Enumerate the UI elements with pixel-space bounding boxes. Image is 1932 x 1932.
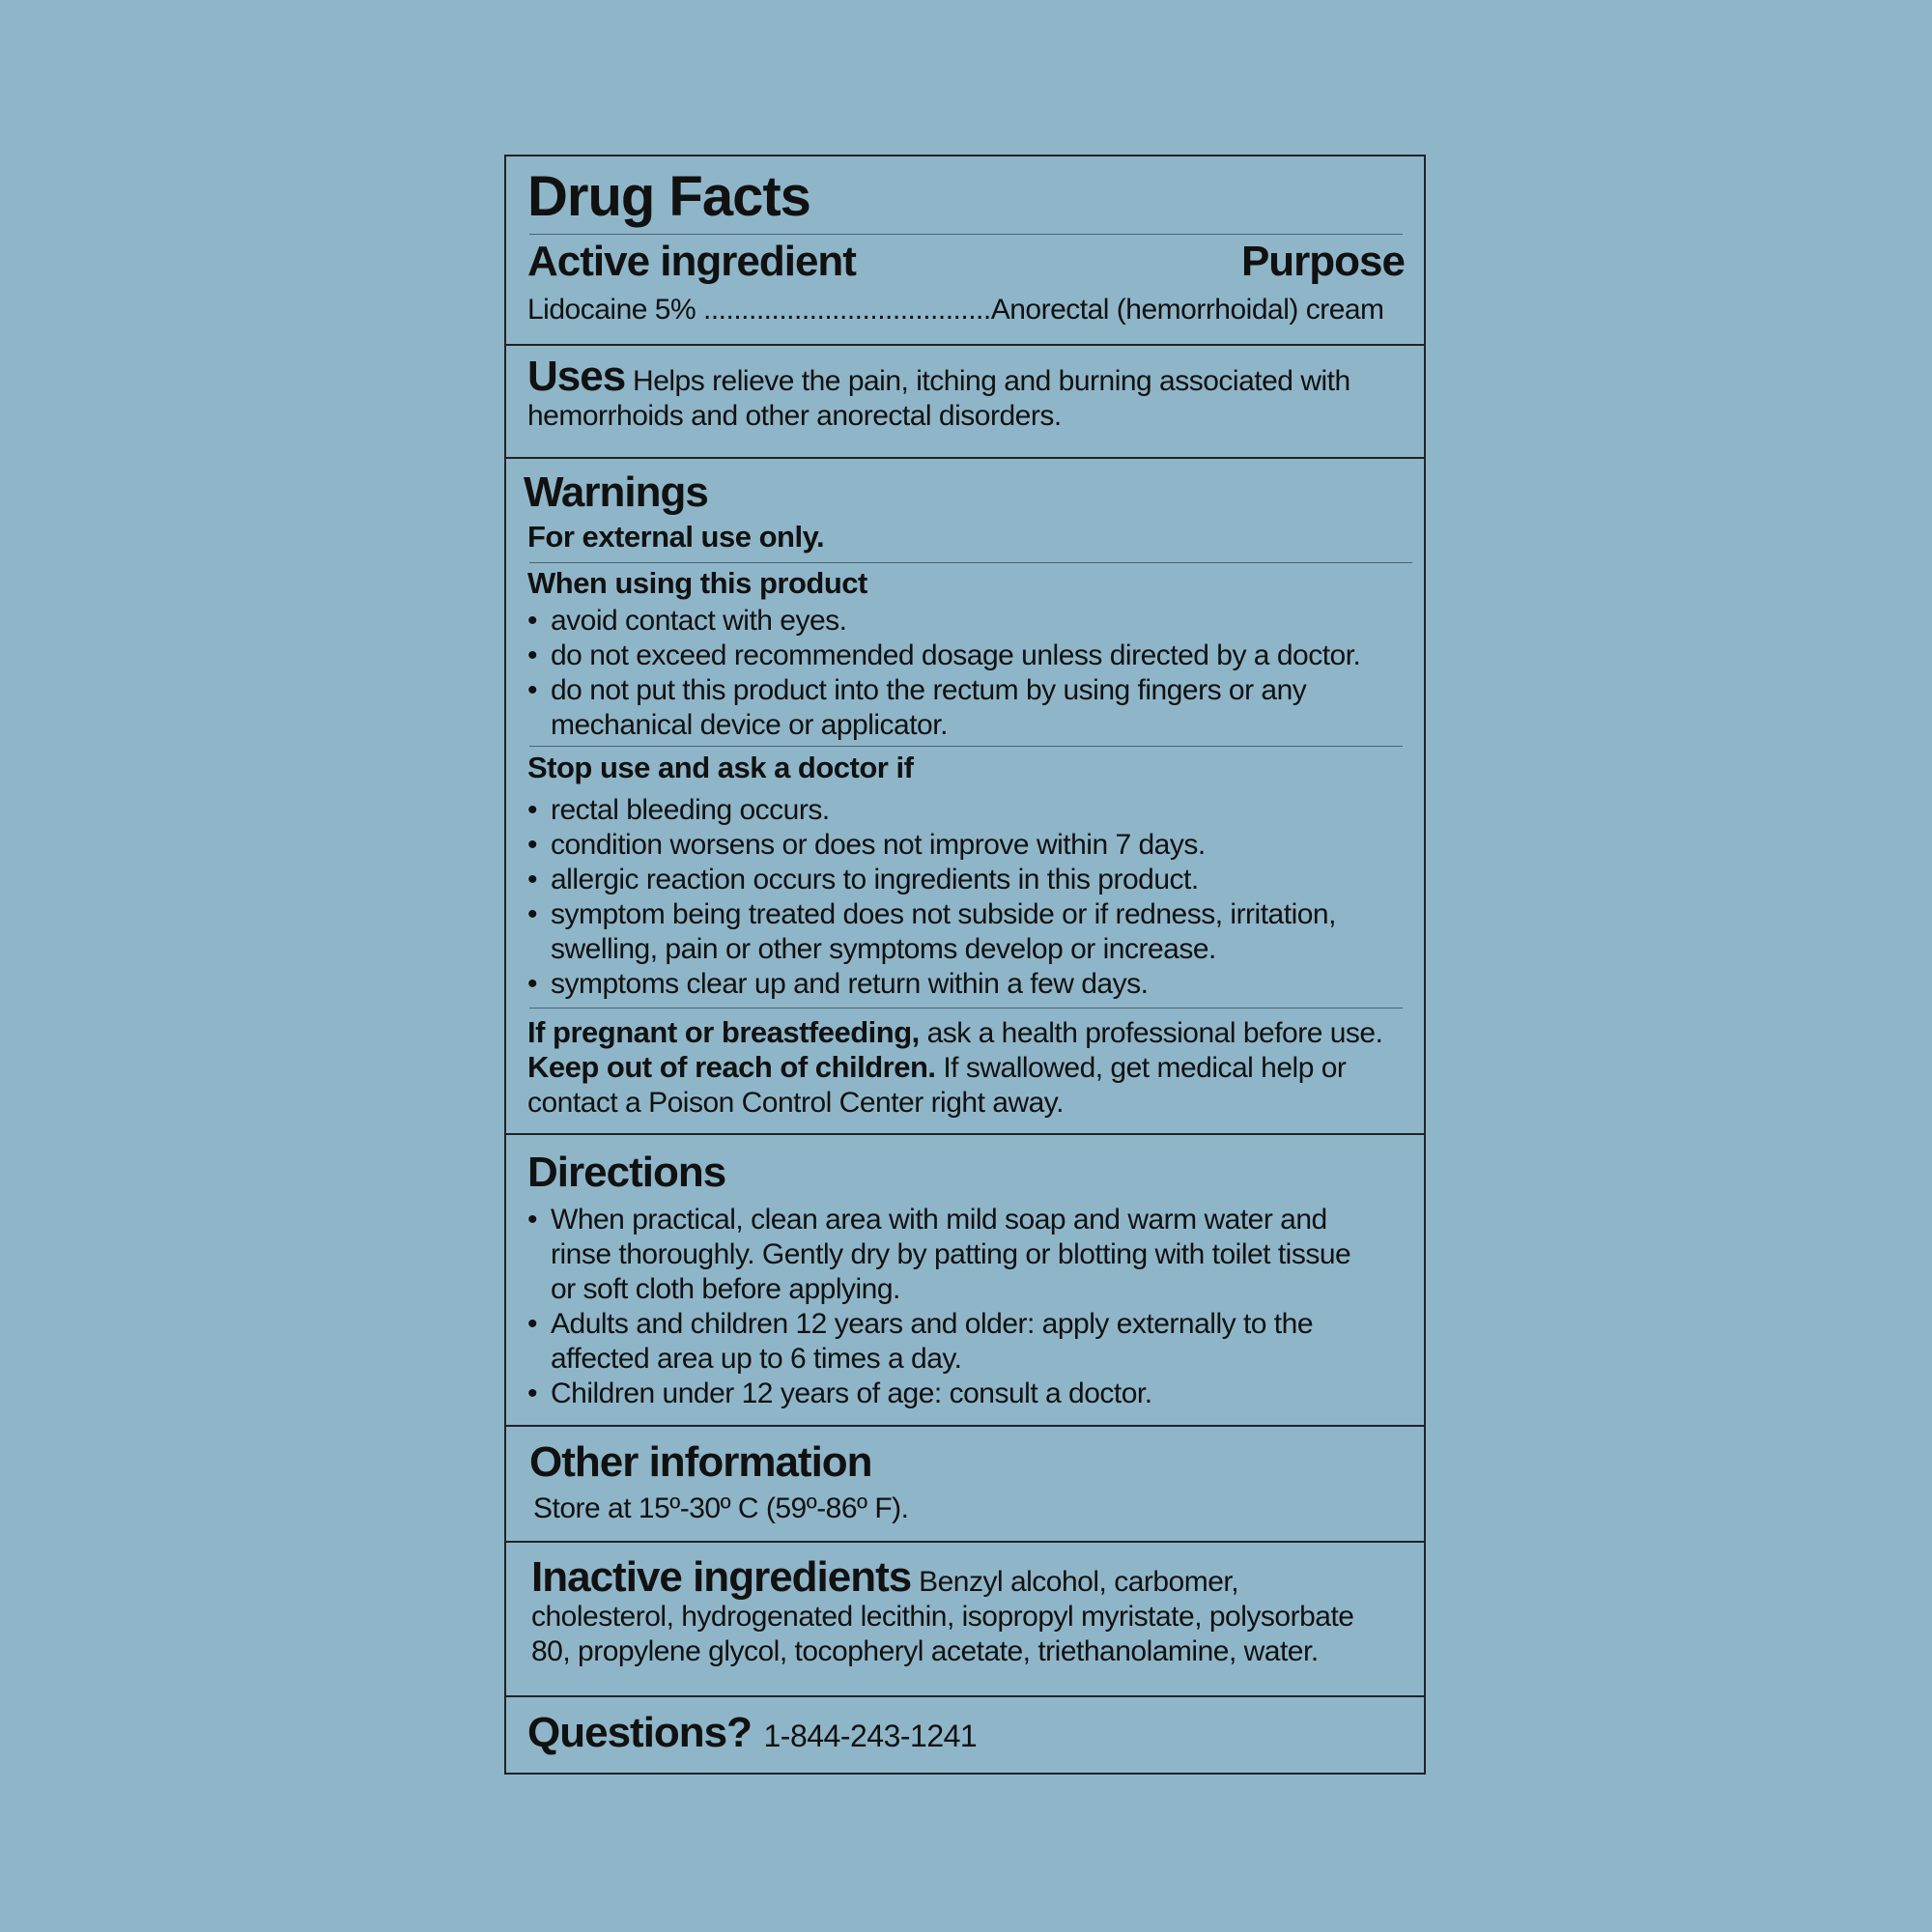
list-item: • allergic reaction occurs to ingredients in this product. [527, 863, 1368, 897]
drug-facts-title: Drug Facts [527, 165, 810, 228]
directions-list [527, 1203, 1378, 1411]
purpose-heading: Purpose [1240, 238, 1405, 285]
active-ingredient-line [527, 294, 1384, 327]
other-information-heading: Other information [529, 1438, 872, 1486]
list-item: • condition worsens or does not improve within 7 days. [527, 828, 1368, 863]
warnings-divider-2 [529, 746, 1403, 747]
questions-phone: 1-844-243-1241 [763, 1719, 978, 1753]
external-use-notice: For external use only. [527, 520, 825, 554]
title-divider [529, 234, 1403, 235]
uses-paragraph [527, 353, 1378, 434]
warnings-divider-1 [529, 562, 1412, 563]
when-using-list [527, 604, 1368, 743]
list-item: • symptom being treated does not subside or if redness, irritation, swelling, pain or other symptoms develop or increase. [527, 897, 1362, 967]
when-using-heading: When using this product [527, 566, 867, 600]
ingredient-name: Lidocaine 5% [527, 294, 696, 326]
directions-section [506, 1135, 1424, 1427]
warnings-heading: Warnings [524, 469, 708, 516]
active-ingredient-section [506, 156, 1424, 346]
other-information-section [506, 1427, 1424, 1543]
children-text: If swallowed, get medical help or contact a Poison Control Center right away. [527, 1052, 1347, 1119]
inactive-ingredients-section [506, 1543, 1424, 1697]
pregnancy-text: ask a health professional before use. [926, 1017, 1383, 1049]
questions-heading: Questions? [527, 1709, 753, 1756]
drug-facts-panel [504, 155, 1426, 1775]
list-item: • do not exceed recommended dosage unless directed by a doctor. [527, 639, 1368, 673]
list-item: • avoid contact with eyes. [527, 604, 1368, 639]
ingredient-leader-dots: ...................................... [702, 294, 991, 326]
pregnancy-warning [527, 1015, 1397, 1051]
directions-heading: Directions [527, 1149, 726, 1196]
inactive-ingredients-paragraph [531, 1553, 1381, 1669]
warnings-section [506, 459, 1424, 1135]
list-item: • rectal bleeding occurs. [527, 793, 1368, 828]
inactive-ingredients-heading: Inactive ingredients [531, 1553, 912, 1601]
pregnancy-bold: If pregnant or breastfeeding, [527, 1015, 920, 1049]
uses-heading: Uses [527, 353, 626, 400]
children-warning [527, 1050, 1397, 1121]
questions-line [527, 1709, 977, 1757]
list-item: • do not put this product into the rectum by using fingers or any mechanical device or applicator. [527, 673, 1343, 743]
uses-text: Helps relieve the pain, itching and burning associated with hemorrhoids and other anorectal disorders. [527, 365, 1350, 432]
warnings-divider-3 [529, 1008, 1403, 1009]
storage-text: Store at 15º-30º C (59º-86º F). [533, 1492, 909, 1524]
active-ingredient-heading: Active ingredient [527, 238, 856, 285]
questions-section [506, 1697, 1424, 1775]
list-item: • symptoms clear up and return within a few days. [527, 967, 1368, 1002]
ingredient-purpose: Anorectal (hemorrhoidal) cream [990, 294, 1384, 326]
list-item: • Adults and children 12 years and older: apply externally to the affected area up to 6 times a day. [527, 1307, 1343, 1377]
children-bold: Keep out of reach of children. [527, 1050, 936, 1084]
inactive-ingredients-text: Benzyl alcohol, carbomer, cholesterol, hydrogenated lecithin, isopropyl myristate, polysorbate 80, propylene glycol, tocopheryl acetate, triethanolamine, water. [531, 1566, 1354, 1667]
uses-section [506, 346, 1424, 459]
list-item: • When practical, clean area with mild soap and warm water and rinse thoroughly. Gently dry by patting or blotting with toilet tissue or soft cloth before applying. [527, 1203, 1378, 1307]
stop-use-list [527, 793, 1368, 1002]
list-item: • Children under 12 years of age: consult a doctor. [527, 1377, 1378, 1411]
stop-use-heading: Stop use and ask a doctor if [527, 751, 914, 784]
